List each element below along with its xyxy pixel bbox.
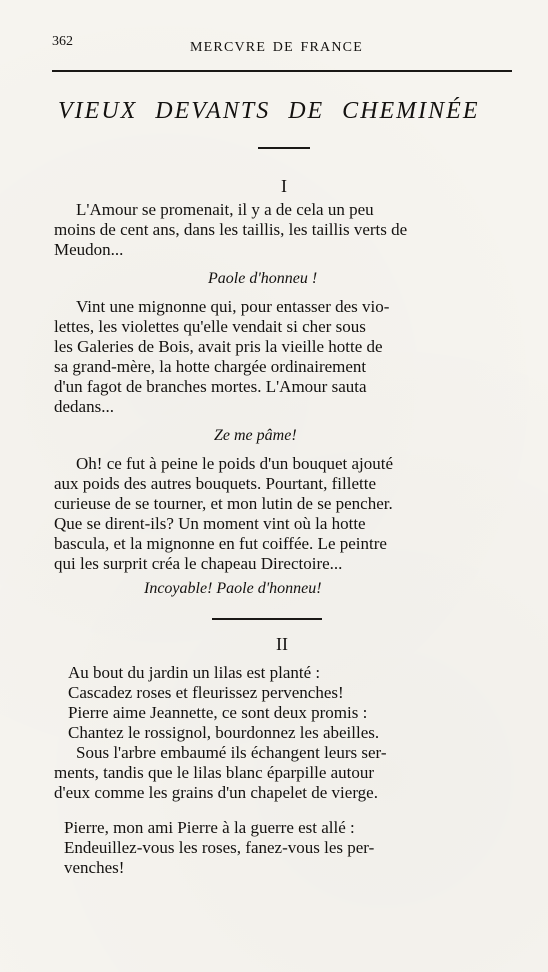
refrain: Incoyable! Paole d'honneu! xyxy=(144,580,322,597)
text-line: curieuse de se tourner, et mon lutin de se pencher. xyxy=(54,494,393,513)
text-line: moins de cent ans, dans les taillis, les taillis verts de xyxy=(54,220,408,239)
text-line: qui les surprit créa le chapeau Directoire... xyxy=(54,554,343,573)
text-line: aux poids des autres bouquets. Pourtant, fillette xyxy=(54,474,376,493)
section-number: I xyxy=(281,176,287,196)
verse-line: Chantez le rossignol, bourdonnez les abeilles. xyxy=(68,723,380,742)
verse-line: Cascadez roses et fleurissez pervenches! xyxy=(68,683,344,702)
section-number: II xyxy=(276,634,288,654)
verse-line: Pierre aime Jeannette, ce sont deux promis : xyxy=(68,703,368,722)
text-line: L'Amour se promenait, il y a de cela un peu xyxy=(76,200,374,219)
verse-line: Au bout du jardin un lilas est planté : xyxy=(68,663,321,682)
text-line: les Galeries de Bois, avait pris la vieille hotte de xyxy=(54,337,383,356)
page-number: 362 xyxy=(52,34,73,49)
text-line: d'un fagot de branches mortes. L'Amour sauta xyxy=(54,377,367,396)
text-line: Oh! ce fut à peine le poids d'un bouquet ajouté xyxy=(76,454,393,473)
verse-line: Pierre, mon ami Pierre à la guerre est allé : xyxy=(64,818,355,837)
article-title: VIEUX DEVANTS DE CHEMINÉE xyxy=(58,98,480,124)
refrain: Ze me pâme! xyxy=(214,427,297,444)
text-line: dedans... xyxy=(54,397,114,416)
text-line: Que se dirent-ils? Un moment vint où la hotte xyxy=(54,514,366,533)
text-line: lettes, les violettes qu'elle vendait si cher sous xyxy=(54,317,366,336)
text-line: Meudon... xyxy=(54,240,124,259)
text-line: Sous l'arbre embaumé ils échangent leurs ser- xyxy=(76,743,387,762)
running-head: MERCVRE DE FRANCE xyxy=(190,40,363,55)
text-line: ments, tandis que le lilas blanc éparpille autour xyxy=(54,763,375,782)
title-rule xyxy=(258,147,310,149)
text-line: Vint une mignonne qui, pour entasser des vio- xyxy=(76,297,390,316)
text-line: sa grand-mère, la hotte chargée ordinairement xyxy=(54,357,367,376)
refrain: Paole d'honneu ! xyxy=(208,270,318,287)
text-line: d'eux comme les grains d'un chapelet de vierge. xyxy=(54,783,378,802)
text-line: bascula, et la mignonne en fut coiffée. Le peintre xyxy=(54,534,387,553)
section-rule xyxy=(212,618,322,620)
header-rule xyxy=(52,70,512,72)
verse-line: Endeuillez-vous les roses, fanez-vous les per- xyxy=(64,838,375,857)
verse-line: venches! xyxy=(64,858,125,877)
